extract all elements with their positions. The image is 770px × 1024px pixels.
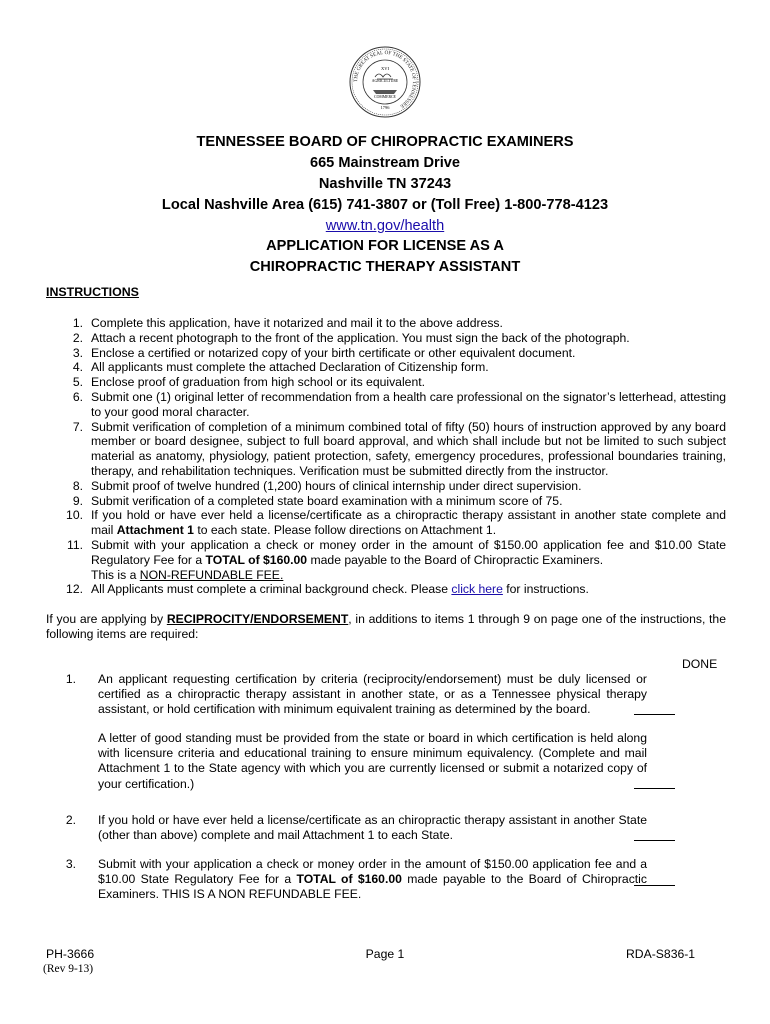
total-fee-bold: TOTAL of $160.00 <box>205 552 308 567</box>
list-item <box>46 538 726 582</box>
item-text: Submit proof of twelve hundred (1,200) hours of clinical internship under direct supervision. <box>91 478 582 493</box>
r3-text: Submit with your application a check or money order in the amount of $150.00 application fee and a $10.00 State Regulatory Fee for a <box>98 857 647 887</box>
done-label: DONE <box>682 657 718 671</box>
item-text: An applicant requesting certification by criteria (reciprocity/endorsement) must be duly licensed or certified as a chiropractic therapy assistant in another state, or as a Tennessee physical therapy assistant, or hold certification with minimum equivalent training as determined by the board. <box>98 672 647 717</box>
board-header <box>0 132 770 237</box>
item-text: All applicants must complete the attached Declaration of Citizenship form. <box>91 360 489 375</box>
form-id: PH-3666 <box>46 947 95 961</box>
list-item <box>46 360 726 375</box>
r3-total-bold: TOTAL of $160.00 <box>296 872 402 887</box>
item-number: 6. <box>72 389 83 404</box>
item-number: 2. <box>65 813 76 827</box>
instructions-heading: INSTRUCTIONS <box>46 285 139 299</box>
application-title <box>0 236 770 278</box>
svg-text:XVI: XVI <box>381 66 389 71</box>
item-text: All Applicants must complete a criminal background check. Please <box>91 582 452 597</box>
list-item <box>46 331 726 346</box>
item-text: Submit verification of completion of a minimum combined total of fifty (50) hours of instruction approved by any board member or board designee, subject to full board approval, and which shall include but not be limited to such subject material as anatomy, physiology, patient protection, safety, emergency procedures, professional boundaries training, therapy, and rehabilitation techniques. Verification must be submitted directly from the instructor. <box>91 419 726 478</box>
item-number: 8. <box>72 478 83 493</box>
item-text-end: to each state. Please follow directions on Attachment 1. <box>193 523 497 538</box>
list-item <box>46 390 726 420</box>
item-number: 7. <box>72 419 83 434</box>
item-number: 9. <box>72 493 83 508</box>
state-seal-image <box>349 46 421 118</box>
title-line-2: CHIROPRACTIC THERAPY ASSISTANT <box>249 259 521 275</box>
list-item <box>46 420 726 479</box>
list-item <box>46 346 726 361</box>
svg-text:THE GREAT SEAL OF THE STATE OF: THE GREAT SEAL OF THE STATE OF TENNESSEE <box>352 49 418 110</box>
reciprocity-intro <box>46 612 726 642</box>
rda-code: RDA-S836-1 <box>626 947 696 961</box>
board-name: TENNESSEE BOARD OF CHIROPRACTIC EXAMINERS <box>196 134 574 150</box>
list-item <box>46 375 726 390</box>
list-item <box>46 508 726 538</box>
item-number: 2. <box>72 330 83 345</box>
fee-note: This is a <box>91 567 140 582</box>
r3-text-end: made payable to the Board of Chiropractic Examiners. THIS IS A NON REFUNDABLE FEE. <box>98 872 647 902</box>
list-item <box>46 582 726 597</box>
item-text: Enclose a certified or notarized copy of your birth certificate or other equivalent document. <box>91 345 576 360</box>
done-blank-4[interactable] <box>634 885 675 886</box>
item-number: 5. <box>72 375 83 390</box>
item-text: Attach a recent photograph to the front of the application. You must sign the back of the photograph. <box>91 330 630 345</box>
attachment-1-bold: Attachment 1 <box>116 523 194 538</box>
click-here-link[interactable]: click here <box>451 582 503 597</box>
item-text: Submit one (1) original letter of recommendation from a health care professional on the signator’s letterhead, attesting to your good moral character. <box>91 389 727 419</box>
svg-text:AGRICULTURE: AGRICULTURE <box>371 79 399 83</box>
board-phone: Local Nashville Area (615) 741-3807 or (Toll Free) 1-800-778-4123 <box>161 197 609 213</box>
item-text-end: for instructions. <box>502 582 589 597</box>
item-number: 10. <box>66 508 83 523</box>
list-item <box>46 494 726 509</box>
reciprocity-text-end: , in additions to items 1 through 9 on page one of the instructions, the following items are required: <box>46 612 726 641</box>
board-city: Nashville TN 37243 <box>318 176 452 192</box>
item-text: Submit with your application a check or money order in the amount of $150.00 application fee and $10.00 State Regulatory Fee for a <box>91 537 726 567</box>
item-number: 1. <box>65 672 76 686</box>
board-street: 665 Mainstream Drive <box>309 155 461 171</box>
item-text: Enclose proof of graduation from high school or its equivalent. <box>91 375 425 390</box>
svg-text:1796: 1796 <box>380 105 390 110</box>
item-number: 1. <box>72 316 83 330</box>
item-text: If you hold or have ever held a license/certificate as a chiropractic therapy assistant in another state complete and mail <box>91 508 726 538</box>
list-item <box>46 479 726 494</box>
item-text: Submit verification of a completed state board examination with a minimum score of 75. <box>91 493 563 508</box>
instructions-list <box>46 316 726 597</box>
page-number: Page 1 <box>365 947 405 961</box>
website-link[interactable]: www.tn.gov/health <box>325 218 445 234</box>
reciprocity-text: If you are applying by <box>46 612 167 626</box>
list-item <box>46 316 726 331</box>
done-blank-2[interactable] <box>634 788 675 789</box>
item-number: 11. <box>66 537 83 552</box>
reciprocity-bold: RECIPROCITY/ENDORSEMENT <box>166 612 349 626</box>
revision-date: (Rev 9-13) <box>43 963 94 975</box>
item-text: Complete this application, have it notarized and mail it to the above address. <box>91 316 503 330</box>
item-number: 3. <box>65 857 76 871</box>
svg-text:COMMERCE: COMMERCE <box>374 95 396 99</box>
done-blank-3[interactable] <box>634 840 675 841</box>
item-number: 4. <box>72 360 83 375</box>
item-text: A letter of good standing must be provided from the state or board in which certification is held along with licensure criteria and educational training to ensure minimum equivalency. (Complete and mail Attachment 1 to the State agency with which you are currently licensed or submit a notarized copy of your certification.) <box>98 731 647 791</box>
item-text: If you hold or have ever held a license/certificate as an chiropractic therapy assistant in another State (other than above) complete and mail Attachment 1 to each State. <box>98 813 647 843</box>
non-refundable-note: NON-REFUNDABLE FEE. <box>139 567 284 582</box>
title-line-1: APPLICATION FOR LICENSE AS A <box>266 238 504 254</box>
item-text <box>98 857 647 903</box>
item-number: 3. <box>72 345 83 360</box>
item-text-end: made payable to the Board of Chiropractic Examiners. <box>307 552 604 567</box>
item-number: 12. <box>66 582 83 597</box>
done-blank-1[interactable] <box>634 714 675 715</box>
